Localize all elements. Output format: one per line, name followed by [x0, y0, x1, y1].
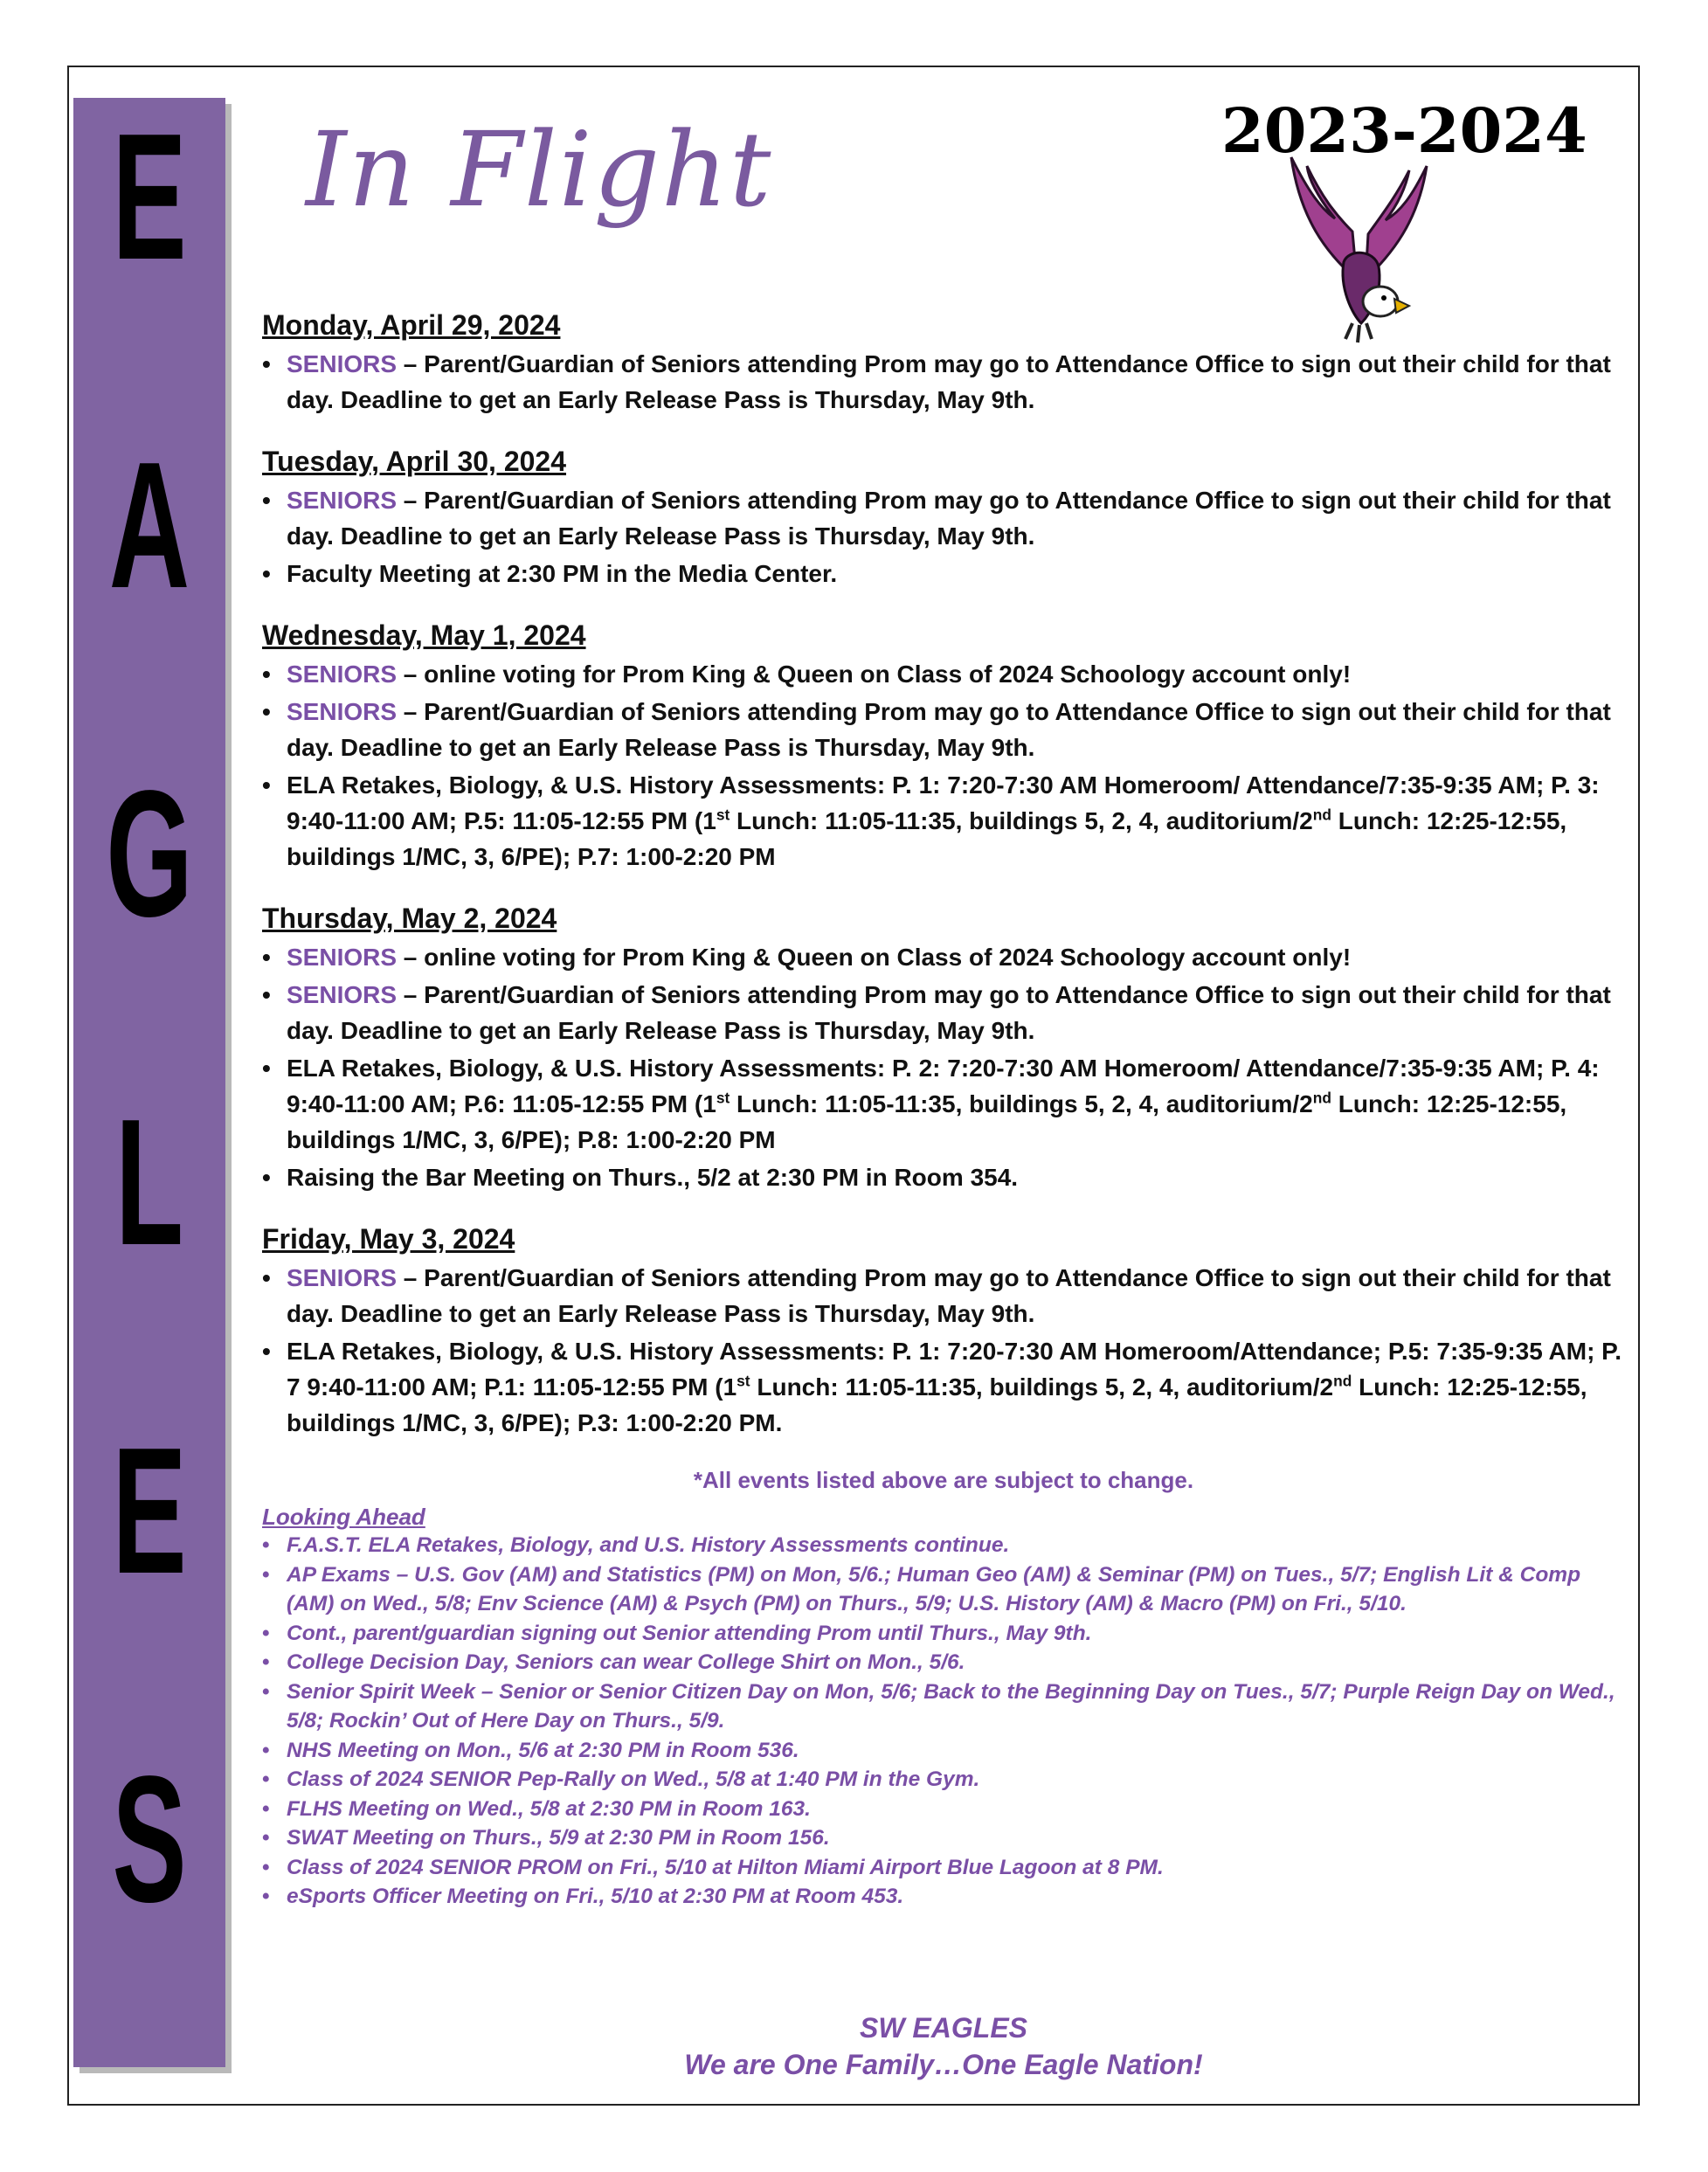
list-item: • FLHS Meeting on Wed., 5/8 at 2:30 PM in Room 163.: [262, 1795, 1625, 1824]
list-item: • F.A.S.T. ELA Retakes, Biology, and U.S. History Assessments continue.: [262, 1531, 1625, 1560]
item-text: – online voting for Prom King & Queen on Class of 2024 Schoology account only!: [397, 944, 1352, 971]
sidebar-letter: G: [106, 753, 193, 954]
item-text: Lunch: 11:05-11:35, buildings 5, 2, 4, auditorium/2: [730, 807, 1313, 834]
item-text: – Parent/Guardian of Seniors attending Prom may go to Attendance Office to sign out their child for that day. Deadline to get an Early Release Pass is Thursday, May 9th.: [287, 698, 1611, 761]
seniors-tag: SENIORS: [287, 944, 398, 971]
list-item: [262, 482, 1625, 554]
item-text: ELA Retakes, Biology, & U.S. History Assessments: P. 1: 7:20-7:30 AM Homeroom/Attendance; P.5: 7:35-9:35 AM; P. 7 9:40-11:00 AM; P.1: 11:05-12:55 PM (1: [287, 1338, 1622, 1401]
list-item: • Cont., parent/guardian signing out Senior attending Prom until Thurs., May 9th.: [262, 1619, 1625, 1649]
sidebar-letter: E: [112, 96, 187, 297]
sidebar-letter: E: [112, 1410, 187, 1611]
list-item: [262, 346, 1625, 418]
list-item: [262, 939, 1625, 975]
footer: [262, 2009, 1625, 2083]
item-text: ELA Retakes, Biology, & U.S. History Assessments: P. 1: 7:20-7:30 AM Homeroom/ Attendance/7:35-9:35 AM; P. 3: 9:40-11:00 AM; P.5: 11:05-12:55 PM (1: [287, 771, 1600, 834]
item-text: – online voting for Prom King & Queen on Class of 2024 Schoology account only!: [397, 661, 1352, 688]
item-text: – Parent/Guardian of Seniors attending Prom may go to Attendance Office to sign out their child for that day. Deadline to get an Early Release Pass is Thursday, May 9th.: [287, 1264, 1611, 1327]
seniors-tag: SENIORS: [287, 487, 398, 514]
list-item: • Senior Spirit Week – Senior or Senior Citizen Day on Mon, 5/6; Back to the Beginning Day on Tues., 5/7; Purple Reign Day on Wed., 5/8; Rockin’ Out of Here Day on Thurs., 5/9.: [262, 1677, 1625, 1736]
item-text: – Parent/Guardian of Seniors attending Prom may go to Attendance Office to sign out their child for that day. Deadline to get an Early Release Pass is Thursday, May 9th.: [287, 487, 1611, 550]
item-text: Faculty Meeting at 2:30 PM in the Media Center.: [287, 560, 838, 587]
ordinal-suffix: nd: [1333, 1372, 1352, 1390]
sidebar-letter: A: [108, 425, 190, 626]
item-text: ELA Retakes, Biology, & U.S. History Assessments: P. 2: 7:20-7:30 AM Homeroom/ Attendance/7:35-9:35 AM; P. 4: 9:40-11:00 AM; P.6: 11:05-12:55 PM (1: [287, 1055, 1600, 1117]
seniors-tag: SENIORS: [287, 350, 398, 377]
item-text: – Parent/Guardian of Seniors attending Prom may go to Attendance Office to sign out their child for that day. Deadline to get an Early Release Pass is Thursday, May 9th.: [287, 981, 1611, 1044]
ordinal-suffix: nd: [1312, 806, 1331, 824]
footer-line-2: We are One Family…One Eagle Nation!: [684, 2049, 1203, 2080]
list-item: [262, 1050, 1625, 1158]
list-item: [262, 656, 1625, 692]
day-heading: Wednesday, May 1, 2024: [262, 619, 586, 651]
newsletter-title: In Flight: [306, 109, 773, 230]
list-item: • SWAT Meeting on Thurs., 5/9 at 2:30 PM in Room 156.: [262, 1823, 1625, 1853]
day-section: [262, 618, 1625, 875]
day-heading: Tuesday, April 30, 2024: [262, 446, 567, 477]
ordinal-suffix: st: [716, 806, 730, 824]
list-item: • Class of 2024 SENIOR PROM on Fri., 5/10 at Hilton Miami Airport Blue Lagoon at 8 PM.: [262, 1853, 1625, 1883]
school-year: 2023-2024: [1221, 94, 1587, 167]
item-text: Raising the Bar Meeting on Thurs., 5/2 at 2:30 PM in Room 354.: [287, 1164, 1019, 1191]
day-heading: Monday, April 29, 2024: [262, 309, 561, 341]
looking-ahead-heading: Looking Ahead: [262, 1504, 425, 1530]
seniors-tag: SENIORS: [287, 1264, 398, 1291]
item-text: Lunch: 11:05-11:35, buildings 5, 2, 4, auditorium/2: [730, 1090, 1313, 1117]
day-section: [262, 901, 1625, 1195]
seniors-tag: SENIORS: [287, 698, 398, 725]
disclaimer-note: *All events listed above are subject to change.: [693, 1467, 1194, 1493]
item-text: Lunch: 12:25-12:55, buildings 1/MC, 3, 6/PE); P.8: 1:00-2:20 PM: [287, 1090, 1567, 1153]
footer-line-1: SW EAGLES: [859, 2012, 1027, 2044]
day-heading: Friday, May 3, 2024: [262, 1223, 515, 1255]
main-content: [262, 308, 1625, 1912]
list-item: [262, 1333, 1625, 1441]
list-item: [262, 1260, 1625, 1332]
list-item: • eSports Officer Meeting on Fri., 5/10 at 2:30 PM at Room 453.: [262, 1882, 1625, 1912]
ordinal-suffix: nd: [1312, 1089, 1331, 1107]
list-item: • Class of 2024 SENIOR Pep-Rally on Wed., 5/8 at 1:40 PM in the Gym.: [262, 1765, 1625, 1795]
looking-ahead-section: [262, 1503, 1625, 1912]
seniors-tag: SENIORS: [287, 981, 398, 1008]
list-item: [262, 556, 1625, 591]
ordinal-suffix: st: [716, 1089, 730, 1107]
day-section: [262, 308, 1625, 418]
item-text: – Parent/Guardian of Seniors attending Prom may go to Attendance Office to sign out their child for that day. Deadline to get an Early Release Pass is Thursday, May 9th.: [287, 350, 1611, 413]
list-item: • AP Exams – U.S. Gov (AM) and Statistics (PM) on Mon, 5/6.; Human Geo (AM) & Seminar (PM) on Tues., 5/7; English Lit & Comp (AM) on Wed., 5/8; Env Science (AM) & Psych (PM) on Thurs., 5/9; U.S. History (AM) & Macro (PM) on Fri., 5/10.: [262, 1560, 1625, 1619]
ordinal-suffix: st: [736, 1372, 750, 1390]
list-item: [262, 767, 1625, 875]
item-text: Lunch: 11:05-11:35, buildings 5, 2, 4, auditorium/2: [750, 1373, 1334, 1401]
list-item: [262, 694, 1625, 765]
day-section: [262, 444, 1625, 591]
list-item: [262, 1159, 1625, 1195]
day-heading: Thursday, May 2, 2024: [262, 903, 557, 934]
seniors-tag: SENIORS: [287, 661, 398, 688]
eagles-sidebar: [73, 98, 225, 2067]
item-text: Lunch: 12:25-12:55, buildings 1/MC, 3, 6/PE); P.7: 1:00-2:20 PM: [287, 807, 1567, 870]
list-item: • NHS Meeting on Mon., 5/6 at 2:30 PM in Room 536.: [262, 1736, 1625, 1766]
sidebar-letter: L: [114, 1082, 184, 1283]
day-section: [262, 1221, 1625, 1441]
list-item: [262, 977, 1625, 1048]
item-text: Lunch: 12:25-12:55, buildings 1/MC, 3, 6/PE); P.3: 1:00-2:20 PM.: [287, 1373, 1587, 1436]
sidebar-letter: S: [112, 1739, 187, 1940]
list-item: • College Decision Day, Seniors can wear College Shirt on Mon., 5/6.: [262, 1648, 1625, 1677]
